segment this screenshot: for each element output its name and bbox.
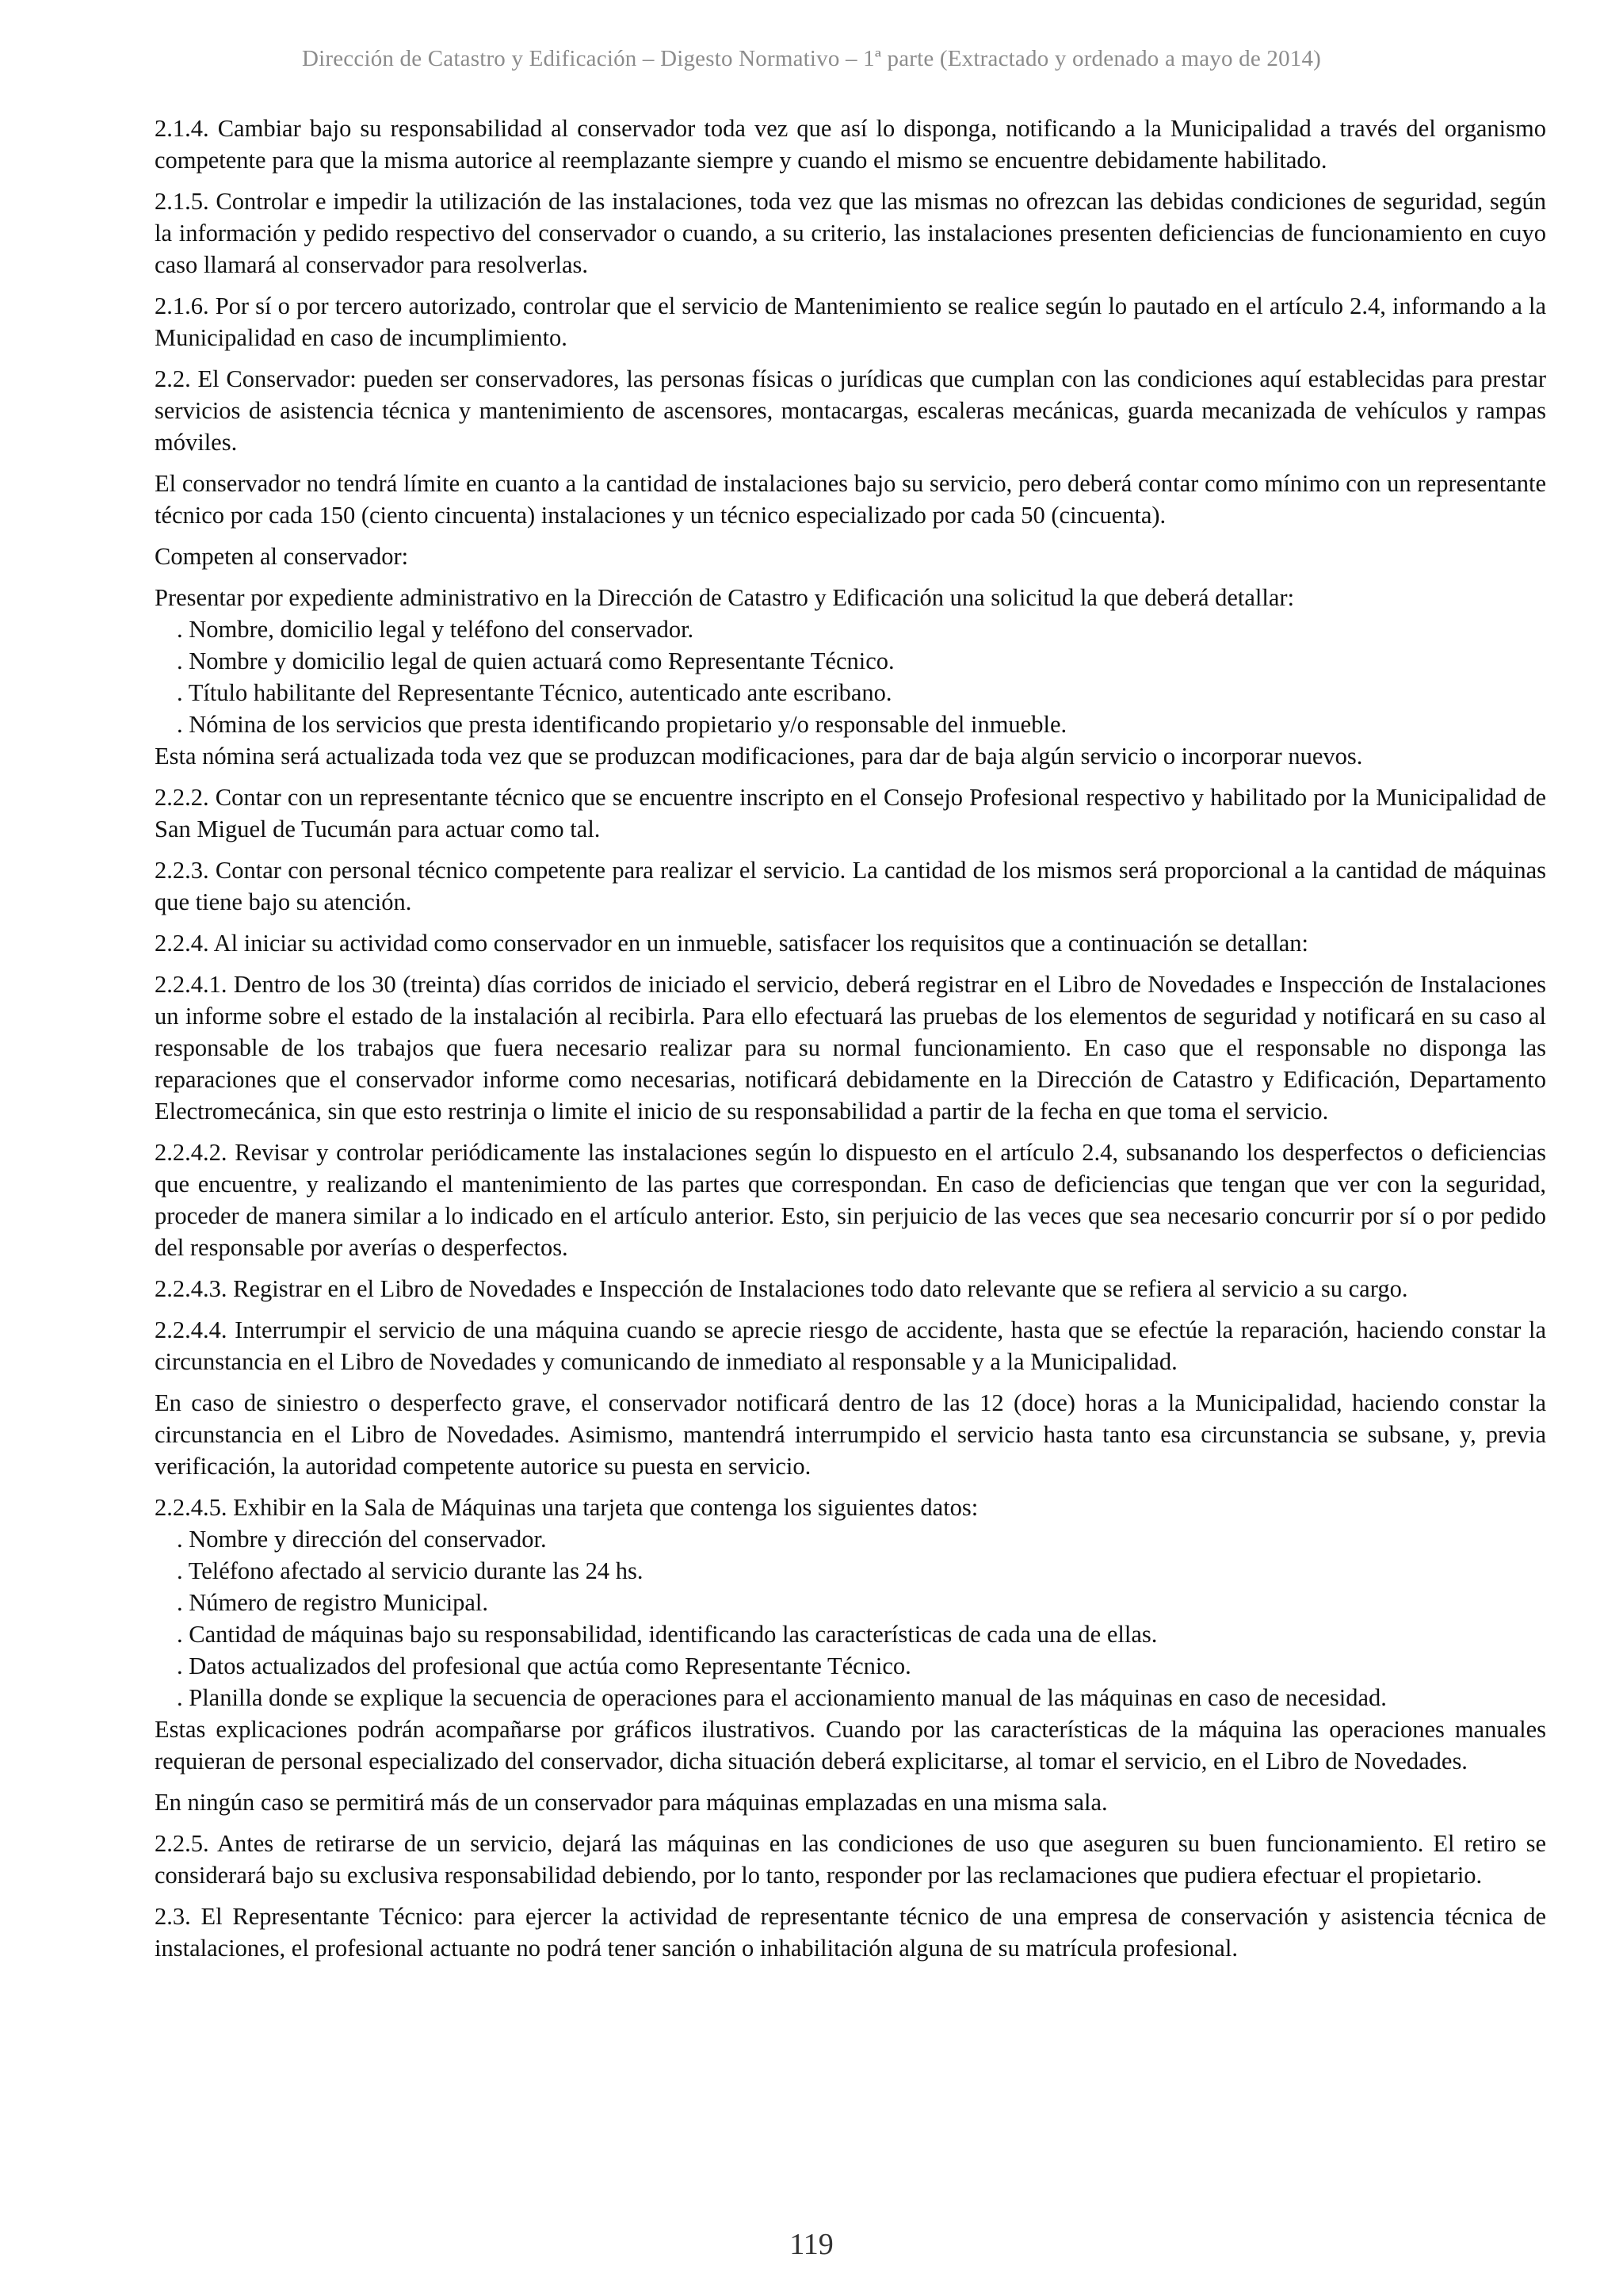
list-presentar: [155, 613, 1546, 740]
paragraph-2-2: 2.2. El Conservador: pueden ser conservadores, las personas físicas o jurídicas que cumplan con las condiciones aquí establecidas para prestar servicios de asistencia técnica y mantenimiento de ascensores, montacargas, escaleras mecánicas, guarda mecanizada de vehículos y rampas móviles.: [155, 365, 1546, 456]
paragraph-ningun: En ningún caso se permitirá más de un conservador para máquinas emplazadas en una misma sala.: [155, 1789, 1108, 1816]
paragraph-2-3: 2.3. El Representante Técnico: para ejercer la actividad de representante técnico de una empresa de conservación y asistencia técnica de instalaciones, el profesional actuante no podrá tener sanción o inhabilitación alguna de su matrícula profesional.: [155, 1903, 1546, 1962]
paragraph-2-2-4-2: 2.2.4.2. Revisar y controlar periódicamente las instalaciones según lo dispuesto en el artículo 2.4, subsanando los desperfectos o deficiencias que encuentre, y realizando el mantenimiento de las partes que correspondan. En caso de deficiencias que tengan que ver con la seguridad, proceder de manera similar a lo indicado en el artículo anterior. Esto, sin perjuicio de las veces que sea necesario concurrir por sí o por pedido del responsable por averías o desperfectos.: [155, 1139, 1546, 1261]
paragraph-2-2-5: 2.2.5. Antes de retirarse de un servicio, dejará las máquinas en las condiciones de uso que aseguren su buen funcionamiento. El retiro se considerará bajo su exclusiva responsabilidad debiendo, por lo tanto, responder por las reclamaciones que pudiera efectuar el propietario.: [155, 1830, 1546, 1889]
paragraph-siniestro: En caso de siniestro o desperfecto grave, el conservador notificará dentro de las 12 (doce) horas a la Municipalidad, haciendo constar la circunstancia en el Libro de Novedades. Asimismo, mantendrá interrumpido el servicio hasta tanto esa circunstancia se subsane, y, previa verificación, la autoridad competente autorice su puesta en servicio.: [155, 1389, 1546, 1480]
list-tarjeta: [155, 1523, 1546, 1713]
paragraph-2-2-4-3: 2.2.4.3. Registrar en el Libro de Novedades e Inspección de Instalaciones todo dato relevante que se refiera al servicio a su cargo.: [155, 1275, 1408, 1302]
list-item: . Número de registro Municipal.: [177, 1589, 489, 1616]
paragraph-2-2-2: 2.2.2. Contar con un representante técnico que se encuentre inscripto en el Consejo Profesional respectivo y habilitado por la Municipalidad de San Miguel de Tucumán para actuar como tal.: [155, 784, 1546, 842]
paragraph-explicaciones: Estas explicaciones podrán acompañarse por gráficos ilustrativos. Cuando por las características de la máquina las operaciones manuales requieran de personal especializado del conservador, dicha situación deberá explicitarse, al tomar el servicio, en el Libro de Novedades.: [155, 1716, 1546, 1775]
paragraph-nomina: Esta nómina será actualizada toda vez que se produzcan modificaciones, para dar de baja algún servicio o incorporar nuevos.: [155, 743, 1363, 770]
paragraph-2-2-4-5: 2.2.4.5. Exhibir en la Sala de Máquinas una tarjeta que contenga los siguientes datos:: [155, 1494, 979, 1521]
page-number: 119: [789, 2228, 834, 2261]
paragraph-2-2-4-4: 2.2.4.4. Interrumpir el servicio de una máquina cuando se aprecie riesgo de accidente, hasta que se efectúe la reparación, haciendo constar la circunstancia en el Libro de Novedades y comunicando de inmediato al responsable y a la Municipalidad.: [155, 1316, 1546, 1375]
paragraph-2-2-4-1: 2.2.4.1. Dentro de los 30 (treinta) días corridos de iniciado el servicio, deberá registrar en el Libro de Novedades e Inspección de Instalaciones un informe sobre el estado de la instalación al recibirla. Para ello efectuará las pruebas de los elementos de seguridad y notificará en su caso al responsable de los trabajos que fuera necesario realizar para su normal funcionamiento. En caso que el responsable no disponga las reparaciones que el conservador informe como necesarias, notificará debidamente en la Dirección de Catastro y Edificación, Departamento Electromecánica, sin que esto restrinja o limite el inicio de su responsabilidad a partir de la fecha en que toma el servicio.: [155, 971, 1546, 1125]
list-item: . Nombre y dirección del conservador.: [177, 1526, 547, 1553]
paragraph-2-1-4: 2.1.4. Cambiar bajo su responsabilidad al conservador toda vez que así lo disponga, notificando a la Municipalidad a través del organismo competente para que la misma autorice al reemplazante siempre y cuando el mismo se encuentre debidamente habilitado.: [155, 115, 1546, 174]
paragraph-2-1-6: 2.1.6. Por sí o por tercero autorizado, controlar que el servicio de Mantenimiento se realice según lo pautado en el artículo 2.4, informando a la Municipalidad en caso de incumplimiento.: [155, 292, 1546, 351]
list-item: . Nombre y domicilio legal de quien actuará como Representante Técnico.: [177, 648, 895, 674]
list-item: . Planilla donde se explique la secuencia de operaciones para el accionamiento manual de las máquinas en caso de necesidad.: [177, 1684, 1387, 1711]
list-item: . Cantidad de máquinas bajo su responsabilidad, identificando las características de cada una de ellas.: [177, 1621, 1158, 1648]
paragraph-2-2-3: 2.2.3. Contar con personal técnico competente para realizar el servicio. La cantidad de los mismos será proporcional a la cantidad de máquinas que tiene bajo su atención.: [155, 857, 1546, 915]
paragraph-limite: El conservador no tendrá límite en cuanto a la cantidad de instalaciones bajo su servicio, pero deberá contar como mínimo con un representante técnico por cada 150 (ciento cincuenta) instalaciones y un técnico especializado por cada 50 (cincuenta).: [155, 470, 1546, 529]
list-item: . Título habilitante del Representante Técnico, autenticado ante escribano.: [177, 679, 892, 706]
list-item: . Datos actualizados del profesional que actúa como Representante Técnico.: [177, 1652, 911, 1679]
paragraph-presentar: Presentar por expediente administrativo en la Dirección de Catastro y Edificación una solicitud la que deberá detallar:: [155, 584, 1295, 611]
list-item: . Nómina de los servicios que presta identificando propietario y/o responsable del inmueble.: [177, 711, 1067, 738]
list-item: . Nombre, domicilio legal y teléfono del conservador.: [177, 616, 694, 643]
list-item: . Teléfono afectado al servicio durante las 24 hs.: [177, 1557, 643, 1584]
running-header: Dirección de Catastro y Edificación – Digesto Normativo – 1ª parte (Extractado y ordenado a mayo de 2014): [301, 46, 1322, 71]
paragraph-2-2-4: 2.2.4. Al iniciar su actividad como conservador en un inmueble, satisfacer los requisitos que a continuación se detallan:: [155, 930, 1308, 957]
paragraph-competen: Competen al conservador:: [155, 543, 409, 570]
document-body: [155, 113, 1546, 1973]
paragraph-2-1-5: 2.1.5. Controlar e impedir la utilización de las instalaciones, toda vez que las mismas no ofrezcan las debidas condiciones de seguridad, según la información y pedido respectivo del conservador o cuando, a su criterio, las instalaciones presenten deficiencias de funcionamiento en cuyo caso llamará al conservador para resolverlas.: [155, 188, 1546, 278]
